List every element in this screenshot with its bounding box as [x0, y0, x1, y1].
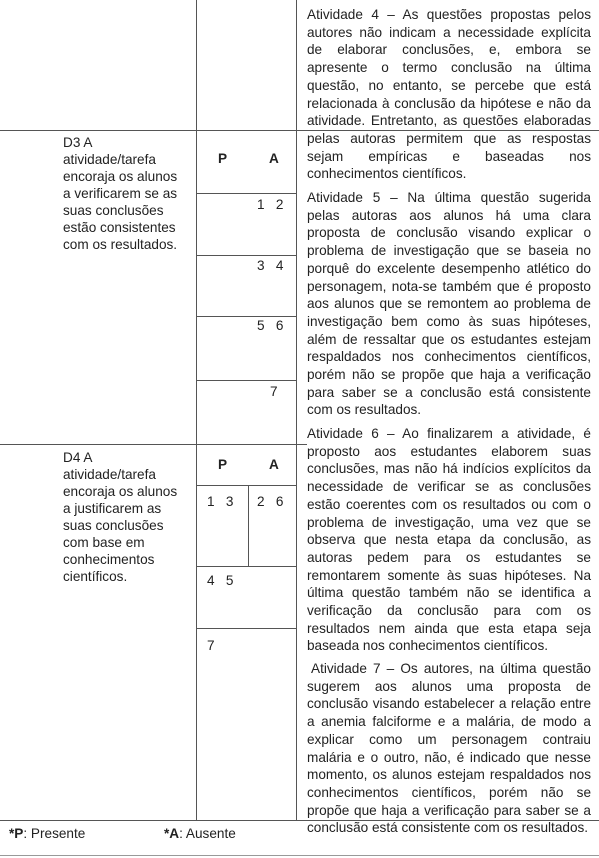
cell-divider	[196, 193, 296, 194]
cell-divider	[196, 485, 296, 486]
absent-activities: 7	[270, 384, 278, 399]
criterion-d3: D3 A atividade/tarefa encoraja os alunos a verificarem se as suas conclusões estão consistentes com os resultados.	[63, 135, 178, 252]
analysis-activity-7: Atividade 7 – Os autores, na última questão sugerem aos alunos uma proposta de conclusão visando estabelecer a relação entre a anemia falciforme e a malária, de modo a explicar como um personagem contraiu malária e o outro, não, é indicado que nesse momento, os alunos estejam respaldados nos conhecimentos científicos, porém não se propõe que haja a verificação para saber se a conclusão está consistente com os resultados.	[307, 661, 591, 836]
present-activities: 4 5	[207, 573, 234, 588]
column-divider	[296, 0, 297, 820]
column-divider	[196, 0, 197, 820]
footnote-present-key: *P	[9, 826, 24, 841]
cell-divider	[196, 628, 296, 629]
analysis-activity-4: Atividade 4 – As questões propostas pelos autores não indicam a necessidade explícita de elaborar conclusões, e, embora se apresente o termo conclusão na última questão, no entanto, se percebe que está relacionada à conclusão da hipótese e não da atividade. Entretanto, as questões elaboradas pelas autoras permitem que as respostas sejam empíricas e baseadas nos conhecimentos científicos.	[307, 7, 591, 182]
present-activities: 7	[207, 638, 215, 653]
footnote-absent	[164, 826, 236, 841]
footnote-absent-key: *A	[164, 826, 180, 841]
row-divider	[0, 444, 307, 445]
analysis-activity-6: Atividade 6 – Ao finalizarem a atividade, é proposto aos estudantes elaborem suas conclusões, mas não há indícios explícitos da necessidade de verificar se as conclusões estão coerentes com os resultados ou com o problema de investigação, uma vez que se observa que nesta etapa da conclusão, as autoras pedem para os estudantes se remontarem somente às suas hipóteses. Na última questão também não se identifica a verificação da conclusão para com os resultados nem ainda que esta etapa seja baseada nos conhecimentos científicos.	[307, 426, 591, 654]
cell-divider	[196, 566, 296, 567]
absent-activities: 3 4	[257, 258, 284, 273]
header-present: P	[218, 151, 228, 166]
cell-divider	[196, 316, 296, 317]
cell-divider	[196, 255, 296, 256]
header-present: P	[218, 457, 228, 472]
absent-activities: 1 2	[257, 197, 284, 212]
absent-activities: 2 6	[257, 494, 284, 509]
column-divider	[248, 485, 249, 566]
header-absent: A	[269, 151, 279, 166]
footnote-present	[9, 826, 85, 841]
footnote-rule	[0, 855, 599, 856]
criterion-d4: D4 A atividade/tarefa encoraja os alunos a justificarem as suas conclusões com base em conhecimentos científicos.	[63, 450, 178, 584]
analysis-activity-5: Atividade 5 – Na última questão sugerida pelas autoras aos alunos há uma clara proposta de conclusão visando explicar o problema de investigação que se baseia no porquê do excelente desempenho atlético do personagem, nota-se também que é proposto aos alunos que se remontem ao problema de investigação bem como às suas hipóteses, além de ressaltar que os estudantes estejam respaldados nos conhecimentos científicos, porém não se propõe que haja a verificação para saber se a conclusão está consistente com os resultados.	[307, 190, 591, 418]
footnote-absent-value: : Ausente	[179, 826, 236, 841]
absent-activities: 5 6	[257, 318, 284, 333]
footnote-present-value: : Presente	[23, 826, 86, 841]
header-absent: A	[269, 457, 279, 472]
cell-divider	[196, 380, 296, 381]
present-activities: 1 3	[207, 494, 234, 509]
